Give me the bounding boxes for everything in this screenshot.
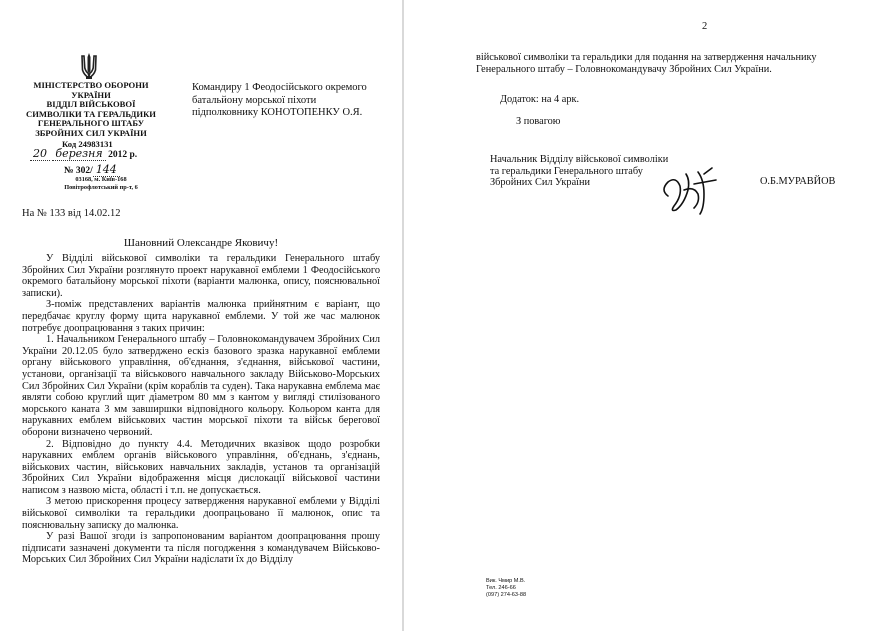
executor-line: Вик. Чмир М.В. <box>486 578 526 584</box>
number-handwritten: 144 <box>93 163 120 177</box>
salutation: Шановний Олександре Яковичу! <box>123 237 279 249</box>
continuation-line: Генерального штабу – Головнокомандувачу Збройних Сил України. <box>476 63 772 75</box>
org-line: УКРАЇНИ <box>71 89 111 100</box>
org-line: МІНІСТЕРСТВО ОБОРОНИ <box>33 80 149 90</box>
signer-title <box>490 154 668 189</box>
letter-page-2 <box>404 0 876 631</box>
org-line: ЗБРОЙНИХ СИЛ УКРАЇНИ <box>35 127 147 138</box>
signer-title-line: Начальник Відділу військової символіки <box>490 154 669 165</box>
letter-page-1 <box>0 0 402 631</box>
attachment-note: Додаток: на 4 арк. <box>500 94 580 105</box>
handwritten-signature-icon <box>654 160 734 216</box>
recipient-line: підполковнику КОНОТОПЕНКУ О.Я. <box>192 107 363 119</box>
org-line: СИМВОЛІКИ ТА ГЕРАЛЬДИКИ <box>26 108 156 119</box>
organization-address <box>36 176 166 191</box>
closing-regards: З повагою <box>516 116 561 127</box>
continuation-line: військової символіки та геральдики для подання на затвердження начальнику <box>476 52 817 63</box>
recipient-line: батальйону морської піхоти <box>192 94 317 106</box>
paragraph: У Відділі військової символіки та геральдики Генерального штабу Збройних Сил України розглянуто проект нарукавної емблеми 1 Феодосійського окремого батальйону морської піхоти (варіанти малюнка, опису, пояснювальної записки). <box>22 253 380 299</box>
organization-name <box>22 81 160 139</box>
date-day: 20 <box>30 147 50 161</box>
reference-number: На № 133 від 14.02.12 <box>22 208 121 219</box>
org-line: ГЕНЕРАЛЬНОГО ШТАБУ <box>37 118 145 129</box>
number-prefix: № 302/ <box>64 166 93 176</box>
paragraph: 2. Відповідно до пункту 4.4. Методичних вказівок щодо розробки нарукавних емблем органів військового управління, об'єднань, з'єднань, військових частин, військових навчальних закладів, установ та організацій Збройних Сил України відображення місця дислокації військової частини написом з назвою міста, області і т.п. не допускається. <box>22 438 380 496</box>
trident-icon <box>80 52 98 80</box>
recipient-block <box>192 82 397 120</box>
paragraph: З-поміж представлених варіантів малюнка прийнятним є варіант, що передбачає круглу форму щита нарукавної емблеми. У той же час малюнок потребує доопрацювання з таких причин: <box>22 299 380 334</box>
paragraph: 1. Начальником Генерального штабу – Головнокомандувачем Збройних Сил України 20.12.05 було затверджено ескіз базового зразка нарукавної емблеми органу військового управління, об'єднання, з'єднання, військової частини, установи, організації та військового навчального закладу Військово-Морських Сил Збройних Сил України (крім кораблів та суден). Така нарукавна емблема має являти собою круглий щит діаметром 80 мм з кантом у вигляді стилізованого морського каната 3 мм завширшки відповідного кольору. Кольором канта для нарукавних емблем військових частин морської піхоти та військ берегової оборони визначено червоний. <box>22 334 380 438</box>
paragraph: З метою прискорення процесу затвердження нарукавної емблеми у Відділі військової символіки та геральдики доопрацьовано її малюнок, опис та пояснювальну записку до малюнка. <box>22 496 380 531</box>
signer-title-line: Збройних Сил України <box>490 177 591 189</box>
letter-date <box>30 147 180 161</box>
page-number: 2 <box>702 21 708 32</box>
date-year: 2012 р. <box>108 150 138 160</box>
date-month: березня <box>52 147 105 161</box>
address-line: Повітрофлотський пр-т, 6 <box>64 183 138 191</box>
executor-line: (097) 274-63-88 <box>486 592 527 598</box>
org-line: ВІДДІЛ ВІЙСЬКОВОЇ <box>46 99 136 110</box>
letter-body <box>22 253 380 566</box>
signer-title-line: та геральдики Генерального штабу <box>490 165 643 177</box>
signer-name: О.Б.МУРАВЙОВ <box>760 176 836 187</box>
continuation-text <box>476 52 836 75</box>
letter-number <box>64 163 120 177</box>
executor-line: Тел. 246-66 <box>486 585 516 591</box>
executor-info <box>486 578 526 599</box>
paragraph: У разі Вашої згоди із запропонованим варіантом доопрацювання прошу підписати зазначені документи та після погодження з командувачем Військово-Морських Сил Збройних Сил України надіслати їх до Відділу <box>22 531 380 566</box>
address-line: 03168, м. Київ-168 <box>75 176 127 183</box>
recipient-line: Командиру 1 Феодосійського окремого <box>192 82 367 93</box>
organization-code: Код 24983131 <box>62 139 113 149</box>
